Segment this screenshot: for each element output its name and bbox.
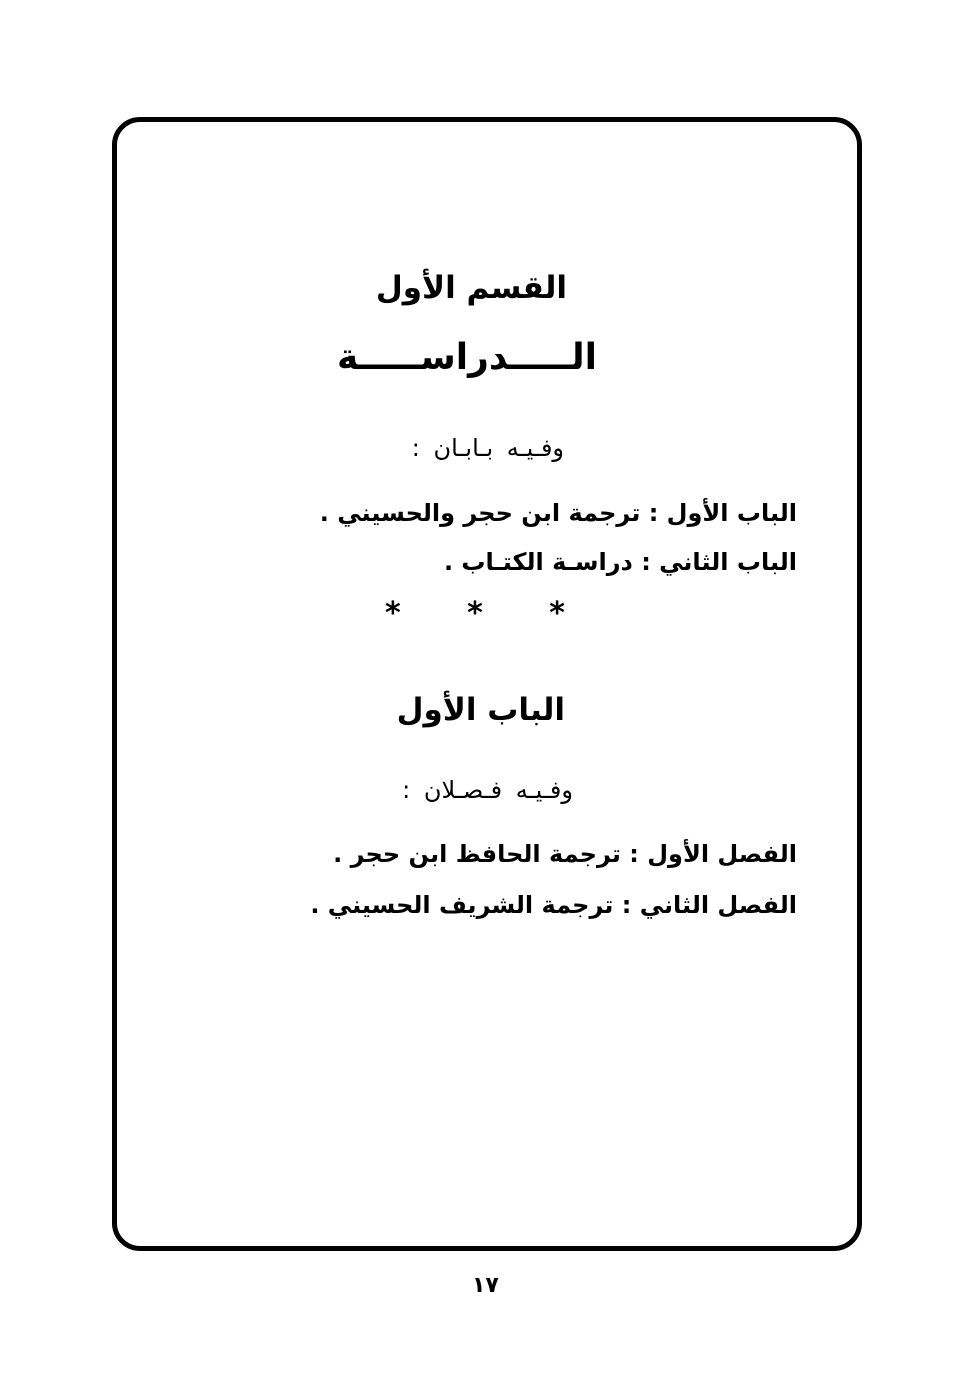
toc-chapter-2	[310, 893, 797, 917]
toc-chapter-1-label: الفصل الأول :	[629, 840, 797, 868]
parts-intro: وفـيـه بـابـان :	[411, 434, 564, 462]
toc-part-2-text: دراسـة الكتـاب .	[443, 548, 633, 576]
chapters-intro: وفـيـه فـصـلان :	[402, 776, 573, 804]
toc-part-1-label: الباب الأول :	[648, 499, 797, 527]
star-separator	[385, 596, 565, 631]
toc-chapter-1-text: ترجمة الحافظ ابن حجر .	[333, 840, 621, 868]
separator-star-icon: *	[385, 596, 401, 631]
toc-part-1	[320, 501, 797, 525]
toc-part-2-label: الباب الثاني :	[641, 548, 797, 576]
separator-star-icon: *	[467, 596, 483, 631]
chapter-title: الباب الأول	[396, 692, 565, 728]
separator-star-icon: *	[549, 596, 565, 631]
toc-part-2	[444, 550, 797, 574]
toc-chapter-2-text: ترجمة الشريف الحسيني .	[310, 891, 614, 919]
study-title: الـــــدراســـــة	[337, 337, 597, 378]
section-title: القسم الأول	[375, 270, 567, 306]
page-number: ١٧	[472, 1273, 499, 1298]
toc-chapter-1	[333, 842, 797, 866]
toc-chapter-2-label: الفصل الثاني :	[621, 891, 797, 919]
toc-part-1-text: ترجمة ابن حجر والحسيني .	[319, 499, 641, 527]
